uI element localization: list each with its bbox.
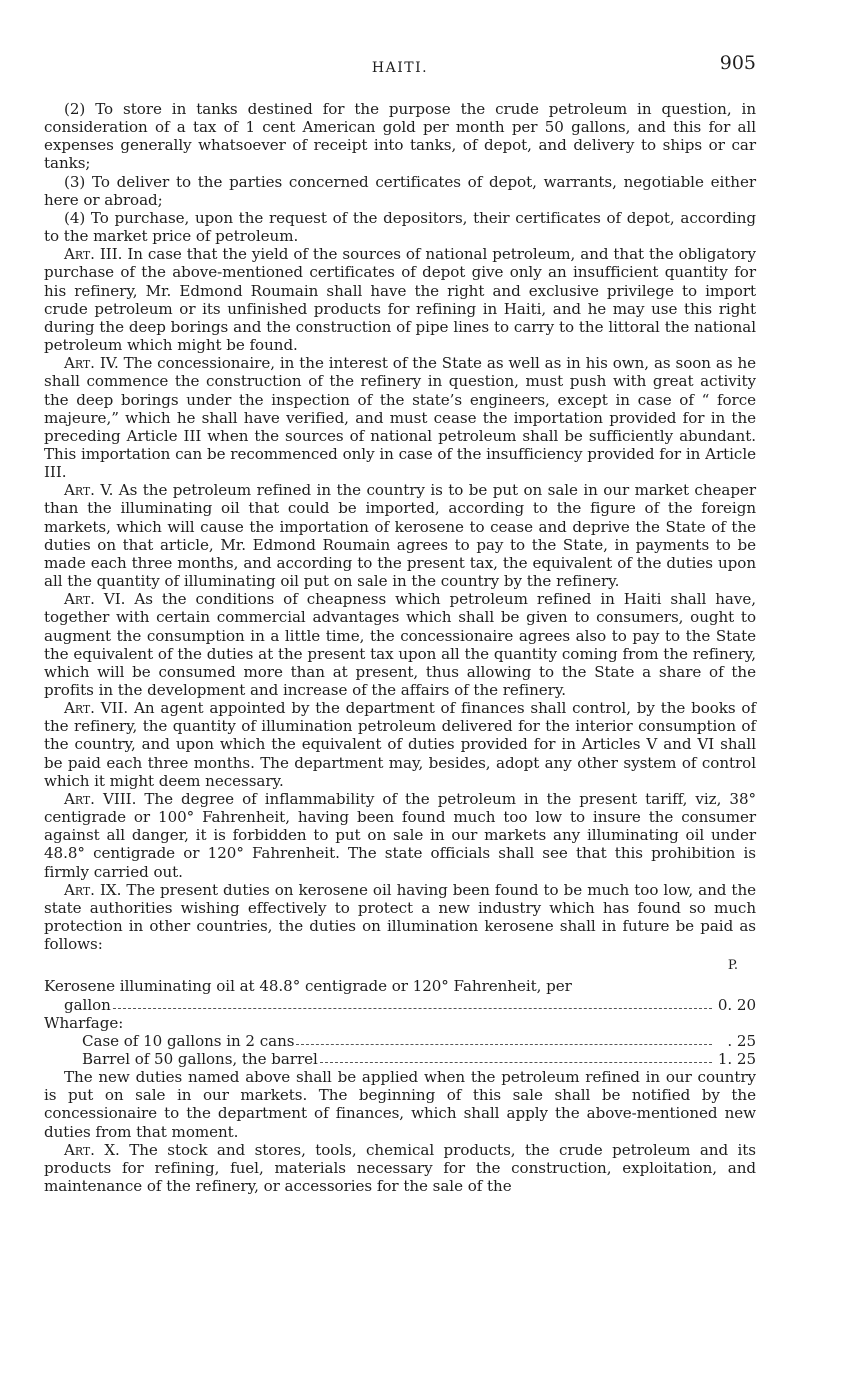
tariff-wharfage-label: Wharfage: [44, 1013, 124, 1032]
tariff-row-kerosene [44, 977, 756, 1013]
tariff-kerosene-label-line1: Kerosene illuminating oil at 48.8° centigrade or 120° Fahrenheit, per [44, 977, 572, 996]
article-10-label: Art. X. [64, 1140, 120, 1159]
article-4 [44, 354, 756, 481]
article-8-text: The degree of inflammability of the petroleum in the present tariff, viz, 38° centigrade or 100° Fahrenheit, having been found much too low to insure the consumer against all danger, it is forbidden to put on sale in our markets any illuminating oil under 48.8° centigrade or 120° Fahrenheit. The state officials shall see that this prohibition is firmly carried out. [44, 789, 756, 881]
duty-tariff-table [44, 957, 756, 1068]
article-9 [44, 881, 756, 954]
tariff-row-barrel [44, 1050, 756, 1068]
article-5 [44, 481, 756, 590]
tariff-barrel-label: Barrel of 50 gallons, the barrel [82, 1049, 318, 1068]
dot-leader [320, 1062, 712, 1063]
article-6-text: As the conditions of cheapness which petroleum refined in Haiti shall have, together with certain commercial advantages which shall be given to consumers, ought to augment the consumption in a little time, the concessionaire agrees also to pay to the State the equivalent of the duties at the present tax upon all the quantity coming from the refinery, which will be consumed more than at present, thus allowing to the State a share of the profits in the development and increase of the affairs of the refinery. [44, 590, 756, 699]
tariff-barrel-price: 1. 25 [717, 1049, 756, 1068]
article-7-label: Art. VII. [64, 699, 129, 718]
article-8 [44, 790, 756, 881]
paragraph-clause-2: (2) To store in tanks destined for the purpose the crude petroleum in question, in consideration of a tax of 1 cent American gold per month per 50 gallons, and this for all expenses generally whatsoever of receipt into tanks, of depot, and delivery to ships or car tanks; [44, 100, 756, 173]
document-page [44, 50, 756, 1195]
article-6-label: Art. VI. [64, 590, 126, 609]
tariff-row-case [44, 1032, 756, 1050]
article-4-label: Art. IV. [64, 354, 119, 373]
tariff-kerosene-price: 0. 20 [717, 995, 756, 1014]
article-9-text: The present duties on kerosene oil having been found to be much too low, and the state authorities wishing effectively to protect a new industry which has found so much protection in other countries, the duties on illumination kerosene shall in future be paid as follows: [44, 880, 756, 954]
paragraph-clause-4: (4) To purchase, upon the request of the depositors, their certificates of depot, according to the market price of petroleum. [44, 208, 756, 246]
tariff-kerosene-label-line2: gallon [64, 995, 111, 1014]
paragraph-new-duties: The new duties named above shall be applied when the petroleum refined in our country is put on sale in our markets. The beginning of this sale shall be notified by the concessionaire to the department of finances, which shall apply the above-mentioned new duties from that moment. [44, 1068, 756, 1141]
page-number: 905 [719, 52, 756, 74]
tariff-case-label: Case of 10 gallons in 2 cans [82, 1031, 295, 1050]
article-7 [44, 699, 756, 790]
dot-leader [113, 1008, 712, 1009]
article-3 [44, 245, 756, 354]
article-8-label: Art. VIII. [64, 789, 137, 808]
article-6 [44, 590, 756, 699]
tariff-case-price: . 25 [727, 1031, 756, 1050]
tariff-column-head: P. [727, 958, 738, 974]
article-7-text: An agent appointed by the department of finances shall control, by the books of the refinery, the quantity of illumination petroleum delivered for the interior consumption of the country, and upon which the equivalent of duties provided for in Articles V and VI shall be paid each three months. The department may, besides, adopt any other system of control which it might deem necessary. [44, 699, 756, 790]
article-5-text: As the petroleum refined in the country is to be put on sale in our market cheaper than the illuminating oil that could be imported, according to the figure of the foreign markets, which will cause the importation of kerosene to cease and deprive the State of the duties on that article, Mr. Edmond Roumain agrees to pay to the State, in payments to be made each three months, and according to the present tax, the equivalent of the duties upon all the quantity of illuminating oil put on sale in the country by the refinery. [44, 481, 756, 591]
paragraph-clause-3: (3) To deliver to the parties concerned certificates of depot, warrants, negotiable either here or abroad; [44, 172, 756, 209]
article-3-label: Art. III. [64, 245, 123, 264]
article-5-label: Art. V. [64, 481, 114, 500]
article-9-label: Art. IX. [64, 880, 122, 899]
dot-leader [296, 1044, 712, 1045]
article-10-text: The stock and stores, tools, chemical products, the crude petroleum and its products for refining, fuel, materials necessary for the construction, exploitation, and maintenance of the refinery, or accessories for the sale of the [44, 1140, 756, 1196]
article-3-text: In case that the yield of the sources of national petroleum, and that the obligatory purchase of the above-mentioned certificates of depot give only an insufficient quantity for his refinery, Mr. Edmond Roumain shall have the right and exclusive privilege to import crude petroleum or its unfinished products for refining in Haiti, and he may use this right during the deep borings and the construction of pipe lines to carry to the littoral the national petroleum which might be found. [44, 245, 756, 355]
article-10 [44, 1141, 756, 1195]
article-4-text: The concessionaire, in the interest of the State as well as in his own, as soon as he shall commence the construction of the refinery in question, must push with great activity the deep borings under the inspection of the state’s engineers, except in case of “ force majeure,” which he shall have verified, and must cease the importation provided for in the preceding Article III when the sources of national petroleum shall be sufficiently abundant. This importation can be recommenced only in case of the insufficiency provided for in Article III. [44, 354, 757, 482]
page-header [44, 50, 756, 84]
running-head: HAITI. [371, 60, 429, 76]
body-text [44, 100, 756, 1195]
